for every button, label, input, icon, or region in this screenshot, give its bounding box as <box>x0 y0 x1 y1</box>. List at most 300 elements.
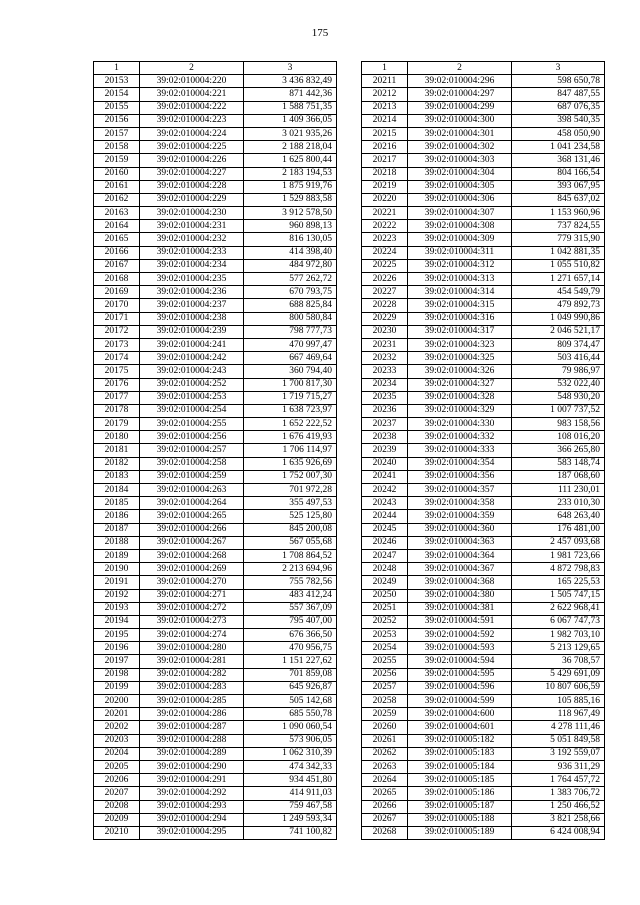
cadastral-number-cell: 39:02:010004:282 <box>140 668 244 681</box>
table-row <box>362 615 605 628</box>
row-number-cell: 20186 <box>94 510 140 523</box>
table-row <box>94 602 337 615</box>
column-header: 1 <box>94 62 140 75</box>
row-number-cell: 20193 <box>94 602 140 615</box>
value-cell: 5 429 691,09 <box>512 668 605 681</box>
value-cell: 1 249 593,34 <box>244 813 337 826</box>
row-number-cell: 20226 <box>362 273 408 286</box>
table-row <box>362 523 605 536</box>
table-row <box>94 114 337 127</box>
value-cell: 1 529 883,58 <box>244 193 337 206</box>
table-row <box>362 787 605 800</box>
row-number-cell: 20174 <box>94 352 140 365</box>
table-row <box>94 365 337 378</box>
value-cell: 1 153 960,96 <box>512 207 605 220</box>
cadastral-number-cell: 39:02:010004:309 <box>408 233 512 246</box>
cadastral-number-cell: 39:02:010004:274 <box>140 629 244 642</box>
table-row <box>362 391 605 404</box>
table-row <box>362 681 605 694</box>
cadastral-number-cell: 39:02:010004:601 <box>408 721 512 734</box>
row-number-cell: 20217 <box>362 154 408 167</box>
cadastral-number-cell: 39:02:010004:287 <box>140 721 244 734</box>
cadastral-number-cell: 39:02:010004:281 <box>140 655 244 668</box>
cadastral-number-cell: 39:02:010004:305 <box>408 180 512 193</box>
table-row <box>362 484 605 497</box>
table-row <box>362 404 605 417</box>
cadastral-number-cell: 39:02:010004:312 <box>408 259 512 272</box>
table-row <box>94 233 337 246</box>
cadastral-number-cell: 39:02:010004:252 <box>140 378 244 391</box>
cadastral-number-cell: 39:02:010004:255 <box>140 418 244 431</box>
row-number-cell: 20192 <box>94 589 140 602</box>
row-number-cell: 20244 <box>362 510 408 523</box>
table-row <box>362 589 605 602</box>
cadastral-number-cell: 39:02:010004:232 <box>140 233 244 246</box>
table-row <box>94 615 337 628</box>
row-number-cell: 20181 <box>94 444 140 457</box>
table-row <box>94 536 337 549</box>
cadastral-number-cell: 39:02:010005:185 <box>408 774 512 787</box>
table-row <box>94 523 337 536</box>
cadastral-number-cell: 39:02:010004:235 <box>140 273 244 286</box>
row-number-cell: 20241 <box>362 470 408 483</box>
value-cell: 809 374,47 <box>512 338 605 351</box>
value-cell: 1 062 310,39 <box>244 747 337 760</box>
table-row <box>94 629 337 642</box>
table-row <box>94 497 337 510</box>
table-row <box>94 273 337 286</box>
cadastral-number-cell: 39:02:010004:330 <box>408 418 512 431</box>
value-cell: 583 148,74 <box>512 457 605 470</box>
cadastral-number-cell: 39:02:010005:187 <box>408 800 512 813</box>
table-row <box>362 338 605 351</box>
value-cell: 1 007 737,52 <box>512 404 605 417</box>
value-cell: 414 398,40 <box>244 246 337 259</box>
table-row <box>362 246 605 259</box>
value-cell: 676 366,50 <box>244 629 337 642</box>
table-row <box>362 378 605 391</box>
row-number-cell: 20205 <box>94 760 140 773</box>
cadastral-number-cell: 39:02:010004:301 <box>408 127 512 140</box>
row-number-cell: 20159 <box>94 154 140 167</box>
value-cell: 1 708 864,52 <box>244 549 337 562</box>
cadastral-number-cell: 39:02:010004:288 <box>140 734 244 747</box>
value-cell: 118 967,49 <box>512 708 605 721</box>
cadastral-number-cell: 39:02:010005:186 <box>408 787 512 800</box>
value-cell: 741 100,82 <box>244 826 337 839</box>
row-number-cell: 20189 <box>94 549 140 562</box>
page-number: 175 <box>311 27 329 39</box>
value-cell: 5 213 129,65 <box>512 642 605 655</box>
table-row <box>94 563 337 576</box>
value-cell: 470 956,75 <box>244 642 337 655</box>
table-row <box>94 378 337 391</box>
cadastral-number-cell: 39:02:010004:596 <box>408 681 512 694</box>
value-cell: 548 930,20 <box>512 391 605 404</box>
row-number-cell: 20218 <box>362 167 408 180</box>
table-row <box>362 602 605 615</box>
table-row <box>94 88 337 101</box>
value-cell: 1 505 747,15 <box>512 589 605 602</box>
table-row <box>94 391 337 404</box>
cadastral-number-cell: 39:02:010004:290 <box>140 760 244 773</box>
table-row <box>362 325 605 338</box>
table-row <box>94 589 337 602</box>
value-cell: 1 625 800,44 <box>244 154 337 167</box>
row-number-cell: 20211 <box>362 75 408 88</box>
table-row <box>94 787 337 800</box>
cadastral-number-cell: 39:02:010004:241 <box>140 338 244 351</box>
value-cell: 79 986,97 <box>512 365 605 378</box>
row-number-cell: 20234 <box>362 378 408 391</box>
cadastral-number-cell: 39:02:010004:327 <box>408 378 512 391</box>
row-number-cell: 20176 <box>94 378 140 391</box>
value-cell: 701 859,08 <box>244 668 337 681</box>
row-number-cell: 20196 <box>94 642 140 655</box>
row-number-cell: 20154 <box>94 88 140 101</box>
cadastral-number-cell: 39:02:010004:258 <box>140 457 244 470</box>
cadastral-number-cell: 39:02:010004:359 <box>408 510 512 523</box>
left-table <box>93 61 337 840</box>
row-number-cell: 20155 <box>94 101 140 114</box>
table-row <box>362 431 605 444</box>
column-header: 1 <box>362 62 408 75</box>
cadastral-number-cell: 39:02:010004:230 <box>140 207 244 220</box>
row-number-cell: 20209 <box>94 813 140 826</box>
right-table-body <box>362 75 605 840</box>
row-number-cell: 20254 <box>362 642 408 655</box>
value-cell: 4 278 111,46 <box>512 721 605 734</box>
cadastral-number-cell: 39:02:010004:381 <box>408 602 512 615</box>
cadastral-number-cell: 39:02:010004:599 <box>408 695 512 708</box>
table-row <box>362 220 605 233</box>
row-number-cell: 20214 <box>362 114 408 127</box>
row-number-cell: 20255 <box>362 655 408 668</box>
table-row <box>94 668 337 681</box>
table-row <box>94 75 337 88</box>
row-number-cell: 20223 <box>362 233 408 246</box>
table-row <box>362 167 605 180</box>
value-cell: 360 794,40 <box>244 365 337 378</box>
row-number-cell: 20162 <box>94 193 140 206</box>
value-cell: 2 046 521,17 <box>512 325 605 338</box>
table-row <box>362 88 605 101</box>
row-number-cell: 20225 <box>362 259 408 272</box>
table-row <box>362 721 605 734</box>
table-row <box>362 695 605 708</box>
row-number-cell: 20203 <box>94 734 140 747</box>
cadastral-number-cell: 39:02:010005:182 <box>408 734 512 747</box>
value-cell: 36 708,57 <box>512 655 605 668</box>
row-number-cell: 20172 <box>94 325 140 338</box>
row-number-cell: 20221 <box>362 207 408 220</box>
row-number-cell: 20236 <box>362 404 408 417</box>
cadastral-number-cell: 39:02:010004:266 <box>140 523 244 536</box>
cadastral-number-cell: 39:02:010004:364 <box>408 549 512 562</box>
row-number-cell: 20245 <box>362 523 408 536</box>
value-cell: 5 051 849,58 <box>512 734 605 747</box>
table-row <box>94 457 337 470</box>
cadastral-number-cell: 39:02:010005:184 <box>408 760 512 773</box>
value-cell: 795 407,00 <box>244 615 337 628</box>
cadastral-number-cell: 39:02:010004:268 <box>140 549 244 562</box>
value-cell: 165 225,53 <box>512 576 605 589</box>
table-row <box>94 259 337 272</box>
cadastral-number-cell: 39:02:010004:329 <box>408 404 512 417</box>
cadastral-number-cell: 39:02:010004:304 <box>408 167 512 180</box>
cadastral-number-cell: 39:02:010004:292 <box>140 787 244 800</box>
table-row <box>94 747 337 760</box>
row-number-cell: 20190 <box>94 563 140 576</box>
cadastral-number-cell: 39:02:010004:314 <box>408 286 512 299</box>
table-row <box>362 576 605 589</box>
row-number-cell: 20184 <box>94 484 140 497</box>
value-cell: 3 436 832,49 <box>244 75 337 88</box>
row-number-cell: 20264 <box>362 774 408 787</box>
value-cell: 688 825,84 <box>244 299 337 312</box>
cadastral-number-cell: 39:02:010004:358 <box>408 497 512 510</box>
row-number-cell: 20260 <box>362 721 408 734</box>
value-cell: 670 793,75 <box>244 286 337 299</box>
value-cell: 1 055 510,82 <box>512 259 605 272</box>
cadastral-number-cell: 39:02:010005:189 <box>408 826 512 839</box>
value-cell: 567 055,68 <box>244 536 337 549</box>
value-cell: 1 250 466,52 <box>512 800 605 813</box>
right-table <box>361 61 605 840</box>
cadastral-number-cell: 39:02:010004:243 <box>140 365 244 378</box>
value-cell: 577 262,72 <box>244 273 337 286</box>
value-cell: 934 451,80 <box>244 774 337 787</box>
value-cell: 1 588 751,35 <box>244 101 337 114</box>
cadastral-number-cell: 39:02:010004:233 <box>140 246 244 259</box>
table-row <box>94 141 337 154</box>
cadastral-number-cell: 39:02:010004:380 <box>408 589 512 602</box>
value-cell: 3 021 935,26 <box>244 127 337 140</box>
table-row <box>94 655 337 668</box>
row-number-cell: 20229 <box>362 312 408 325</box>
cadastral-number-cell: 39:02:010004:272 <box>140 602 244 615</box>
value-cell: 1 049 990,86 <box>512 312 605 325</box>
table-row <box>94 695 337 708</box>
cadastral-number-cell: 39:02:010004:286 <box>140 708 244 721</box>
cadastral-number-cell: 39:02:010004:308 <box>408 220 512 233</box>
table-row <box>362 497 605 510</box>
row-number-cell: 20170 <box>94 299 140 312</box>
table-row <box>362 760 605 773</box>
cadastral-number-cell: 39:02:010004:283 <box>140 681 244 694</box>
value-cell: 187 068,60 <box>512 470 605 483</box>
table-row <box>362 813 605 826</box>
value-cell: 479 892,73 <box>512 299 605 312</box>
table-row <box>94 444 337 457</box>
value-cell: 2 622 968,41 <box>512 602 605 615</box>
table-row <box>94 299 337 312</box>
table-row <box>362 629 605 642</box>
table-row <box>362 352 605 365</box>
table-row <box>94 813 337 826</box>
table-row <box>94 193 337 206</box>
row-number-cell: 20165 <box>94 233 140 246</box>
cadastral-number-cell: 39:02:010004:223 <box>140 114 244 127</box>
row-number-cell: 20173 <box>94 338 140 351</box>
value-cell: 233 010,30 <box>512 497 605 510</box>
cadastral-number-cell: 39:02:010004:225 <box>140 141 244 154</box>
table-row <box>362 154 605 167</box>
row-number-cell: 20247 <box>362 549 408 562</box>
cadastral-number-cell: 39:02:010004:306 <box>408 193 512 206</box>
value-cell: 1 981 723,66 <box>512 549 605 562</box>
cadastral-number-cell: 39:02:010004:220 <box>140 75 244 88</box>
table-row <box>362 800 605 813</box>
row-number-cell: 20268 <box>362 826 408 839</box>
row-number-cell: 20208 <box>94 800 140 813</box>
cadastral-number-cell: 39:02:010004:231 <box>140 220 244 233</box>
table-row <box>94 312 337 325</box>
table-row <box>94 246 337 259</box>
table-row <box>94 826 337 839</box>
table-row <box>94 127 337 140</box>
cadastral-number-cell: 39:02:010004:315 <box>408 299 512 312</box>
cadastral-number-cell: 39:02:010004:280 <box>140 642 244 655</box>
row-number-cell: 20213 <box>362 101 408 114</box>
table-row <box>94 180 337 193</box>
row-number-cell: 20167 <box>94 259 140 272</box>
value-cell: 557 367,09 <box>244 602 337 615</box>
table-row <box>362 114 605 127</box>
column-header: 2 <box>140 62 244 75</box>
table-row <box>362 207 605 220</box>
value-cell: 1 042 881,35 <box>512 246 605 259</box>
row-number-cell: 20178 <box>94 404 140 417</box>
table-row <box>362 563 605 576</box>
row-number-cell: 20215 <box>362 127 408 140</box>
cadastral-number-cell: 39:02:010005:183 <box>408 747 512 760</box>
row-number-cell: 20207 <box>94 787 140 800</box>
table-row <box>362 668 605 681</box>
value-cell: 484 972,80 <box>244 259 337 272</box>
cadastral-number-cell: 39:02:010004:307 <box>408 207 512 220</box>
value-cell: 398 540,35 <box>512 114 605 127</box>
cadastral-number-cell: 39:02:010005:188 <box>408 813 512 826</box>
value-cell: 10 807 606,59 <box>512 681 605 694</box>
row-number-cell: 20185 <box>94 497 140 510</box>
value-cell: 960 898,13 <box>244 220 337 233</box>
table-row <box>94 352 337 365</box>
value-cell: 458 050,90 <box>512 127 605 140</box>
row-number-cell: 20212 <box>362 88 408 101</box>
table-row <box>94 721 337 734</box>
row-number-cell: 20204 <box>94 747 140 760</box>
cadastral-number-cell: 39:02:010004:256 <box>140 431 244 444</box>
value-cell: 2 457 093,68 <box>512 536 605 549</box>
value-cell: 800 580,84 <box>244 312 337 325</box>
value-cell: 1 409 366,05 <box>244 114 337 127</box>
cadastral-number-cell: 39:02:010004:332 <box>408 431 512 444</box>
cadastral-number-cell: 39:02:010004:368 <box>408 576 512 589</box>
value-cell: 532 022,40 <box>512 378 605 391</box>
cadastral-number-cell: 39:02:010004:259 <box>140 470 244 483</box>
cadastral-number-cell: 39:02:010004:269 <box>140 563 244 576</box>
table-row <box>362 642 605 655</box>
row-number-cell: 20238 <box>362 431 408 444</box>
row-number-cell: 20191 <box>94 576 140 589</box>
table-row <box>94 338 337 351</box>
value-cell: 1 764 457,72 <box>512 774 605 787</box>
table-row <box>94 681 337 694</box>
value-cell: 759 467,58 <box>244 800 337 813</box>
value-cell: 845 637,02 <box>512 193 605 206</box>
value-cell: 804 166,54 <box>512 167 605 180</box>
table-row <box>362 180 605 193</box>
value-cell: 1 271 657,14 <box>512 273 605 286</box>
table-row <box>362 549 605 562</box>
cadastral-number-cell: 39:02:010004:222 <box>140 101 244 114</box>
value-cell: 1 719 715,27 <box>244 391 337 404</box>
row-number-cell: 20261 <box>362 734 408 747</box>
table-row <box>362 286 605 299</box>
table-row <box>362 101 605 114</box>
cadastral-number-cell: 39:02:010004:253 <box>140 391 244 404</box>
cadastral-number-cell: 39:02:010004:593 <box>408 642 512 655</box>
row-number-cell: 20163 <box>94 207 140 220</box>
row-number-cell: 20265 <box>362 787 408 800</box>
row-number-cell: 20188 <box>94 536 140 549</box>
row-number-cell: 20160 <box>94 167 140 180</box>
value-cell: 1 635 926,69 <box>244 457 337 470</box>
row-number-cell: 20216 <box>362 141 408 154</box>
value-cell: 108 016,20 <box>512 431 605 444</box>
value-cell: 483 412,24 <box>244 589 337 602</box>
row-number-cell: 20183 <box>94 470 140 483</box>
row-number-cell: 20263 <box>362 760 408 773</box>
value-cell: 645 926,87 <box>244 681 337 694</box>
table-row <box>94 734 337 747</box>
row-number-cell: 20251 <box>362 602 408 615</box>
value-cell: 355 497,53 <box>244 497 337 510</box>
cadastral-number-cell: 39:02:010004:356 <box>408 470 512 483</box>
value-cell: 648 263,40 <box>512 510 605 523</box>
cadastral-number-cell: 39:02:010004:297 <box>408 88 512 101</box>
table-row <box>94 286 337 299</box>
cadastral-number-cell: 39:02:010004:236 <box>140 286 244 299</box>
row-number-cell: 20166 <box>94 246 140 259</box>
table-row <box>362 708 605 721</box>
value-cell: 847 487,55 <box>512 88 605 101</box>
table-row <box>362 655 605 668</box>
value-cell: 1 652 222,52 <box>244 418 337 431</box>
value-cell: 1 982 703,10 <box>512 629 605 642</box>
cadastral-number-cell: 39:02:010004:239 <box>140 325 244 338</box>
cadastral-number-cell: 39:02:010004:226 <box>140 154 244 167</box>
cadastral-number-cell: 39:02:010004:267 <box>140 536 244 549</box>
row-number-cell: 20199 <box>94 681 140 694</box>
cadastral-number-cell: 39:02:010004:313 <box>408 273 512 286</box>
row-number-cell: 20232 <box>362 352 408 365</box>
cadastral-number-cell: 39:02:010004:237 <box>140 299 244 312</box>
row-number-cell: 20228 <box>362 299 408 312</box>
cadastral-number-cell: 39:02:010004:326 <box>408 365 512 378</box>
cadastral-number-cell: 39:02:010004:363 <box>408 536 512 549</box>
row-number-cell: 20266 <box>362 800 408 813</box>
cadastral-number-cell: 39:02:010004:354 <box>408 457 512 470</box>
cadastral-number-cell: 39:02:010004:300 <box>408 114 512 127</box>
cadastral-number-cell: 39:02:010004:325 <box>408 352 512 365</box>
row-number-cell: 20233 <box>362 365 408 378</box>
row-number-cell: 20262 <box>362 747 408 760</box>
value-cell: 1 090 060,54 <box>244 721 337 734</box>
cadastral-number-cell: 39:02:010004:265 <box>140 510 244 523</box>
row-number-cell: 20258 <box>362 695 408 708</box>
